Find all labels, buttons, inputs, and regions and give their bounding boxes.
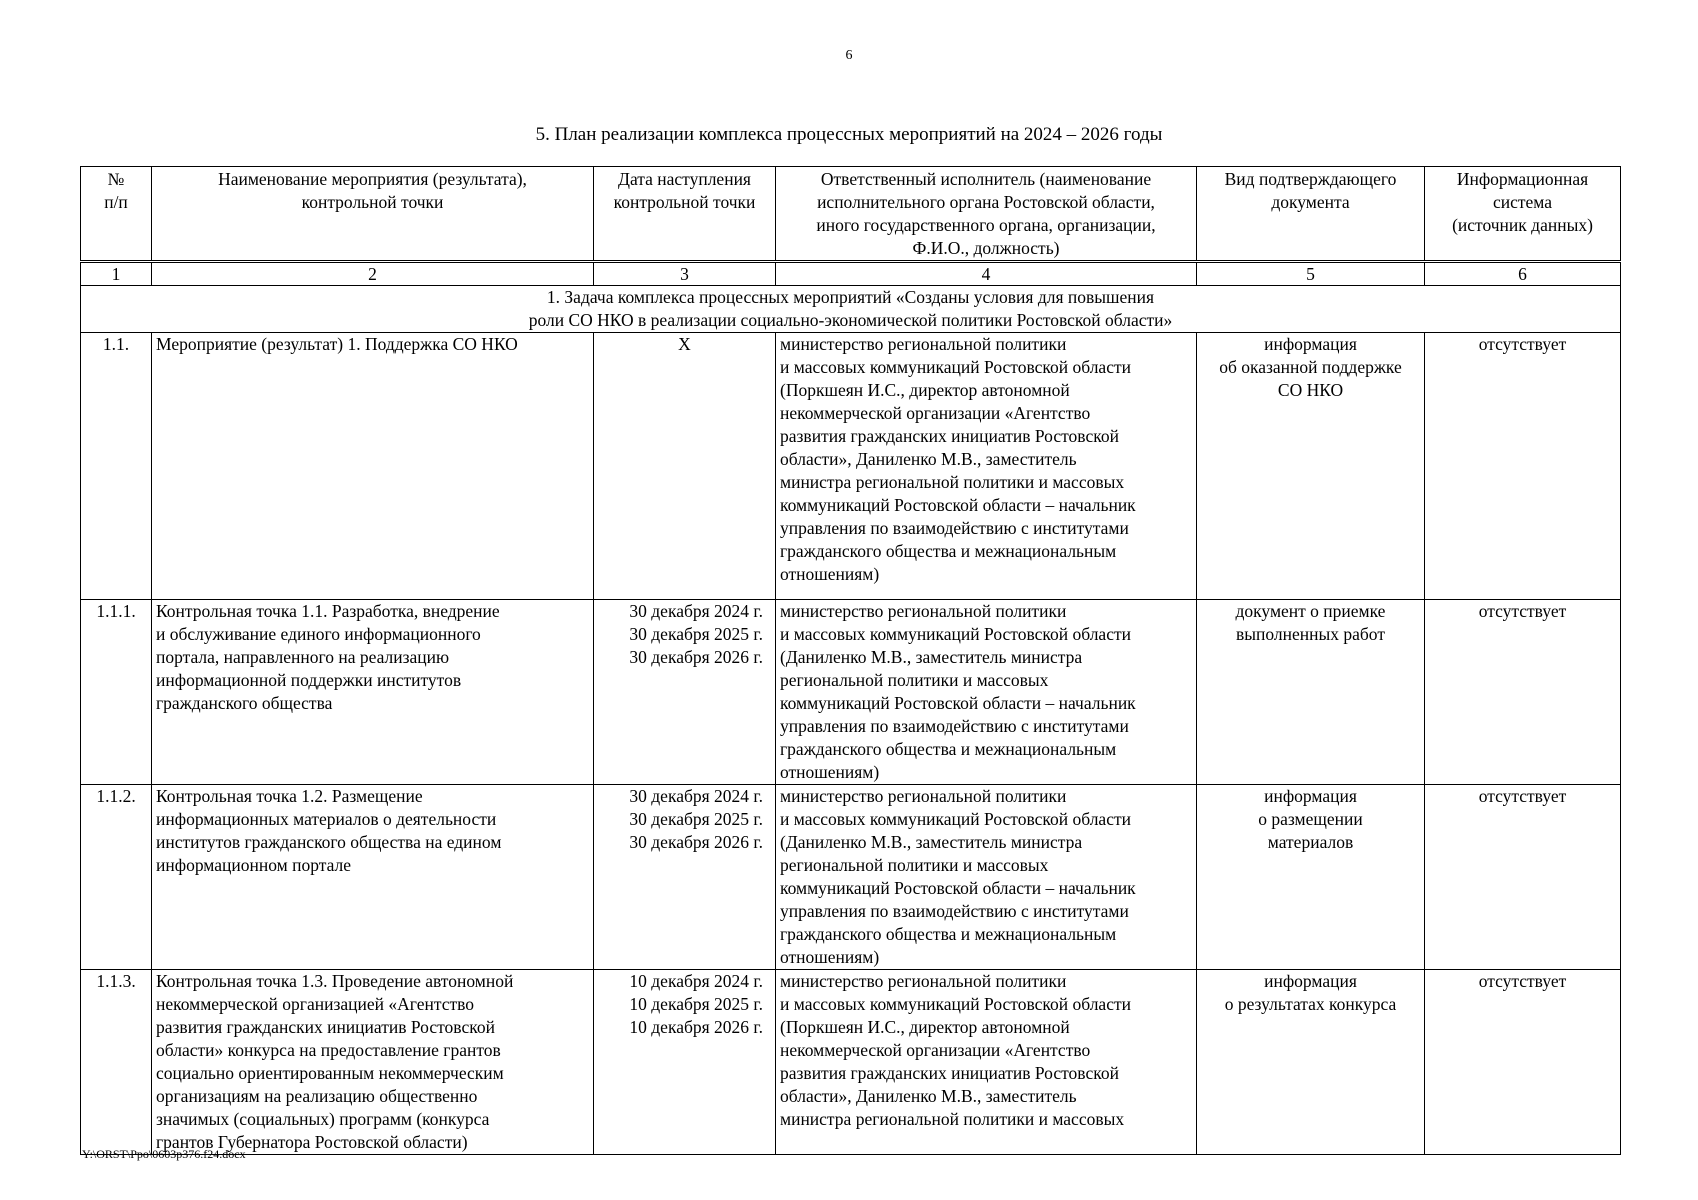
row-name: Контрольная точка 1.2. Размещение информационных материалов о деятельности институтов гражданского общества на едином информационном портале (152, 785, 594, 970)
row-name: Мероприятие (результат) 1. Поддержка СО НКО (152, 333, 594, 600)
row-responsible: министерство региональной политики и массовых коммуникаций Ростовской области (Даниленко М.В., заместитель министра региональной политики и массовых коммуникаций Ростовской области – начальник управления по взаимодействию с институтами гражданского общества и межнациональным отношениям) (776, 785, 1197, 970)
row-info-system: отсутствует (1425, 970, 1621, 1155)
row-responsible: министерство региональной политики и массовых коммуникаций Ростовской области (Поркшеян И.С., директор автономной некоммерческой организации «Агентство развития гражданских инициатив Ростовской области», Даниленко М.В., заместитель министра региональной политики и массовых коммуникаций Ростовской области – начальник управления по взаимодействию с институтами гражданского общества и межнациональным отношениям) (776, 333, 1197, 600)
row-document: информация об оказанной поддержке СО НКО (1197, 333, 1425, 600)
header-name: Наименование мероприятия (результата), контрольной точки (152, 167, 594, 262)
column-number: 3 (594, 262, 776, 286)
page-title: 5. План реализации комплекса процессных мероприятий на 2024 – 2026 годы (535, 124, 1163, 145)
column-number: 2 (152, 262, 594, 286)
column-number: 5 (1197, 262, 1425, 286)
row-name: Контрольная точка 1.3. Проведение автономной некоммерческой организацией «Агентство развития гражданских инициатив Ростовской области» конкурса на предоставление грантов социально ориентированным некоммерческим организациям на реализацию общественно значимых (социальных) программ (конкурса грантов Губернатора Ростовской области) (152, 970, 594, 1155)
row-responsible: министерство региональной политики и массовых коммуникаций Ростовской области (Поркшеян И.С., директор автономной некоммерческой организации «Агентство развития гражданских инициатив Ростовской области», Даниленко М.В., заместитель министра региональной политики и массовых (776, 970, 1197, 1155)
row-responsible: министерство региональной политики и массовых коммуникаций Ростовской области (Даниленко М.В., заместитель министра региональной политики и массовых коммуникаций Ростовской области – начальник управления по взаимодействию с институтами гражданского общества и межнациональным отношениям) (776, 600, 1197, 785)
row-date: 30 декабря 2024 г. 30 декабря 2025 г. 30 декабря 2026 г. (594, 600, 776, 785)
header-info-system: Информационная система (источник данных) (1425, 167, 1621, 262)
row-number: 1.1.3. (81, 970, 152, 1155)
row-info-system: отсутствует (1425, 600, 1621, 785)
page-number: 6 (845, 48, 853, 63)
column-number: 1 (81, 262, 152, 286)
table-row (81, 333, 1621, 600)
row-info-system: отсутствует (1425, 333, 1621, 600)
table-row (81, 785, 1621, 970)
plan-table (80, 166, 1621, 1155)
row-document: информация о результатах конкурса (1197, 970, 1425, 1155)
table-row (81, 970, 1621, 1155)
row-number: 1.1.2. (81, 785, 152, 970)
row-date: Х (594, 333, 776, 600)
row-document: информация о размещении материалов (1197, 785, 1425, 970)
row-info-system: отсутствует (1425, 785, 1621, 970)
row-date: 30 декабря 2024 г. 30 декабря 2025 г. 30 декабря 2026 г. (594, 785, 776, 970)
task-heading: 1. Задача комплекса процессных мероприятий «Созданы условия для повышения роли СО НКО в реализации социально-экономической политики Ростовской области» (81, 286, 1621, 333)
column-number: 4 (776, 262, 1197, 286)
row-date: 10 декабря 2024 г. 10 декабря 2025 г. 10 декабря 2026 г. (594, 970, 776, 1155)
task-row (81, 286, 1621, 333)
header-date: Дата наступления контрольной точки (594, 167, 776, 262)
row-name: Контрольная точка 1.1. Разработка, внедрение и обслуживание единого информационного портала, направленного на реализацию информационной поддержки институтов гражданского общества (152, 600, 594, 785)
row-document: документ о приемке выполненных работ (1197, 600, 1425, 785)
row-number: 1.1. (81, 333, 152, 600)
column-number: 6 (1425, 262, 1621, 286)
header-responsible: Ответственный исполнитель (наименование исполнительного органа Ростовской области, иного государственного органа, организации, Ф.И.О., должность) (776, 167, 1197, 262)
header-row (81, 167, 1621, 262)
footer-file-path: Y:\ORST\Ppo\0603p376.f24.docx (82, 1147, 246, 1161)
header-number: № п/п (81, 167, 152, 262)
header-document: Вид подтверждающего документа (1197, 167, 1425, 262)
column-number-row (81, 262, 1621, 286)
row-number: 1.1.1. (81, 600, 152, 785)
table-row (81, 600, 1621, 785)
